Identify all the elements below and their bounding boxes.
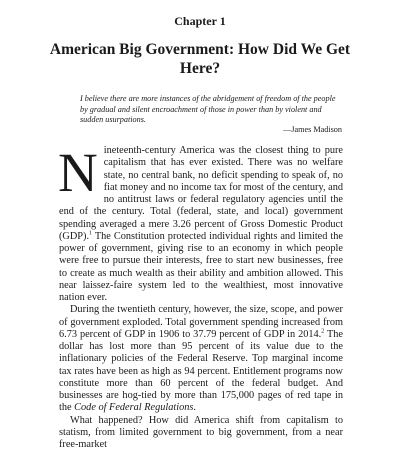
paragraph-1-text-a: ineteenth-century America was the closest thing to pure capitalism that has ever existed. There was no welfare state, no central bank, no deficit spending to speak of, no fiat money and no income tax for most of the century, and no antitrust laws or federal regulatory agencies until the end of the century. Total (federal, state, and local) government spending averaged a mere 3.26 percent of Gross Domestic Product (GDP). (59, 145, 343, 242)
drop-cap: N (58, 150, 98, 196)
chapter-body (59, 145, 343, 451)
paragraph-1-text-b: The Constitution protected individual rights and limited the power of government, giving rise to an economy in which people were free to pursue their interests, free to start new businesses, free to create as much wealth as their ability and ambition allowed. This near laissez-faire system led to the wealthiest, most innovative nation ever. (59, 231, 343, 303)
chapter-title: American Big Government: How Did We Get Here? (40, 40, 360, 78)
footnote-ref-1[interactable]: 1 (89, 230, 92, 236)
chapter-label: Chapter 1 (0, 14, 400, 29)
footnote-ref-2[interactable]: 2 (321, 328, 324, 334)
paragraph-3: What happened? How did America shift from capitalism to statism, from limited government to big government, from a near free-market (59, 415, 343, 451)
paragraph-2 (59, 304, 343, 414)
epigraph-attribution: —James Madison (200, 125, 342, 134)
paragraph-1 (59, 145, 343, 304)
paragraph-2-text-a: During the twentieth century, however, the size, scope, and power of government exploded. Total government spending increased from 6.73 percent of GDP in 1906 to 37.79 percent of GDP in 2014. (59, 304, 343, 340)
paragraph-2-text-b: The dollar has lost more than 95 percent of its value due to the inflationary policies of the Federal Reserve. Top marginal income tax rates have been as high as 94 percent. Entitlement programs now constitute more than 60 percent of the federal budget. And businesses are hog-tied by more than 175,000 pages of red tape in the (59, 329, 343, 414)
paragraph-2-end: . (193, 402, 196, 413)
epigraph-quote: I believe there are more instances of the abridgement of freedom of the people by gradual and silent encroachment of those in power than by violent and sudden usurpations. (80, 94, 342, 126)
cfr-title: Code of Federal Regulations (74, 402, 193, 413)
